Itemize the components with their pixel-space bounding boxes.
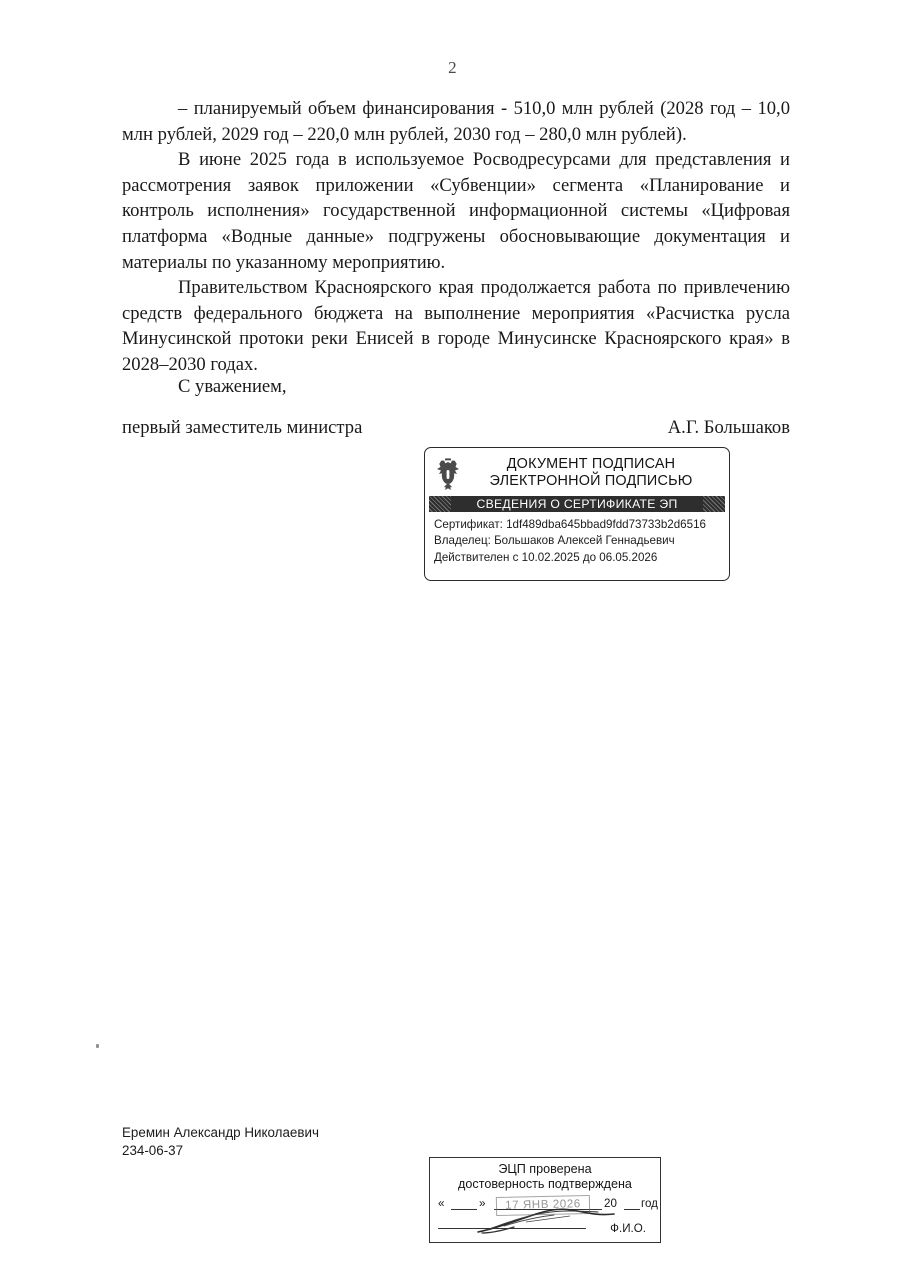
stamp-certificate-band xyxy=(429,496,725,512)
electronic-signature-stamp xyxy=(424,447,730,581)
year-prefix: 20 xyxy=(604,1197,617,1210)
contact-name: Еремин Александр Николаевич xyxy=(122,1125,319,1140)
fio-label: Ф.И.О. xyxy=(610,1222,646,1235)
year-suffix: год xyxy=(641,1197,658,1210)
year-blank-rule xyxy=(624,1209,640,1210)
paragraph-subvention-system: В июне 2025 года в используемое Росводресурсами для представления и рассмотрения заявок приложении «Субвенции» сегмента «Планирование и контроль исполнения» государственной информационной системы «Цифровая платформа «Водные данные» подгружены обосновывающие документация и материалы по указанному мероприятию. xyxy=(122,149,790,273)
verification-fio-row xyxy=(438,1224,652,1243)
certificate-serial: Сертификат: 1df489dba645bbad9fdd73733b2d6516 xyxy=(434,518,706,531)
fio-blank-rule xyxy=(438,1228,586,1229)
scan-artifact-speck xyxy=(96,1044,99,1048)
page-number: 2 xyxy=(448,58,457,77)
verification-stamp xyxy=(429,1157,661,1243)
footer-contact xyxy=(122,1124,319,1160)
verification-line-2: достоверность подтверждена xyxy=(458,1177,632,1191)
stamp-title xyxy=(467,456,721,491)
signatory-name: А.Г. Большаков xyxy=(667,417,790,438)
stamp-title-line-1: ДОКУМЕНТ ПОДПИСАН xyxy=(506,455,676,472)
closing-salutation: С уважением, xyxy=(178,376,287,397)
signature-row xyxy=(122,417,790,439)
date-imprint-stamp: 17 ЯНВ 2026 xyxy=(496,1195,590,1216)
quote-close: » xyxy=(479,1197,486,1210)
document-body xyxy=(122,96,790,378)
paragraph-federal-budget: Правительством Красноярского края продолжается работа по привлечению средств федерального бюджета на выполнение мероприятия «Расчистка русла Минусинской протоки реки Енисей в городе Минусинске Красноярского края» в 2028–2030 годах. xyxy=(122,277,790,375)
double-headed-eagle-icon xyxy=(433,454,463,492)
quote-open: « xyxy=(438,1197,445,1210)
verification-line-1: ЭЦП проверена xyxy=(498,1162,592,1176)
stamp-band-label: СВЕДЕНИЯ О СЕРТИФИКАТЕ ЭП xyxy=(476,497,678,511)
stamp-details xyxy=(425,515,729,566)
signatory-role: первый заместитель министра xyxy=(122,417,363,438)
certificate-owner: Владелец: Большаков Алексей Геннадьевич xyxy=(434,534,675,548)
stamp-header xyxy=(425,448,729,494)
stamp-title-line-2: ЭЛЕКТРОННОЙ ПОДПИСЬЮ xyxy=(489,473,693,489)
certificate-validity: Действителен с 10.02.2025 до 06.05.2026 xyxy=(434,550,658,564)
paragraph-funding: – планируемый объем финансирования - 510,0 млн рублей (2028 год – 10,0 млн рублей, 2029 год – 220,0 млн рублей, 2030 год – 280,0 млн рублей). xyxy=(122,98,790,145)
day-blank-rule xyxy=(451,1209,477,1210)
contact-phone: 234-06-37 xyxy=(122,1143,184,1158)
